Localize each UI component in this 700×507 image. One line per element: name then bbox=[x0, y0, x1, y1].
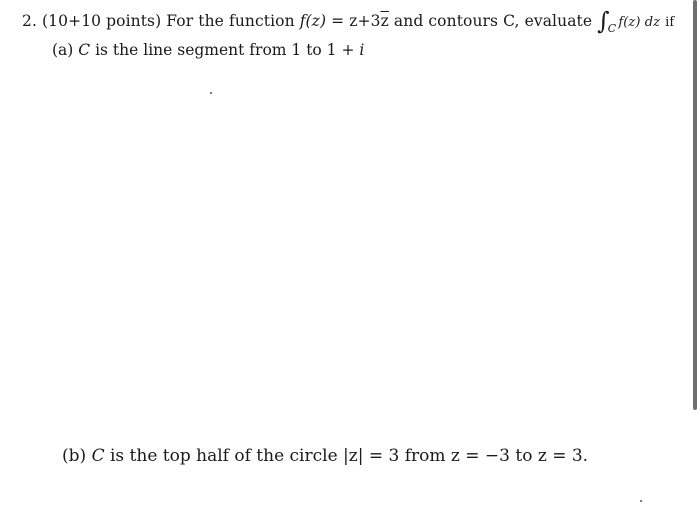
trailing-word: if bbox=[665, 15, 675, 30]
problem-statement bbox=[22, 8, 674, 33]
stray-mark bbox=[640, 500, 642, 502]
problem-intro: For the function bbox=[166, 12, 295, 30]
equals-sign: = bbox=[331, 12, 345, 30]
part-a-text: is the line segment from 1 to 1 + bbox=[95, 41, 355, 59]
part-a bbox=[52, 40, 364, 60]
problem-connector: and contours C, evaluate bbox=[393, 12, 593, 30]
part-a-contour: C bbox=[78, 41, 91, 59]
part-b-text: is the top half of the circle |z| = 3 from z = −3 to z = 3. bbox=[109, 446, 589, 466]
integral-subscript: C bbox=[607, 22, 617, 35]
part-b-label: (b) bbox=[62, 446, 87, 466]
plus-sign: + bbox=[357, 12, 371, 30]
integral-symbol: ∫ bbox=[597, 7, 610, 35]
part-b-contour: C bbox=[91, 446, 105, 466]
function-rhs-z: z bbox=[349, 12, 358, 30]
function-lhs: f(z) bbox=[299, 12, 327, 30]
function-rhs-coefficient: 3 bbox=[370, 12, 381, 30]
function-rhs-conjugate: $\overline{z}$ bbox=[380, 12, 389, 30]
problem-number: 2. bbox=[22, 12, 37, 30]
integrand: f(z) dz bbox=[618, 15, 661, 30]
part-b bbox=[62, 445, 588, 467]
problem-points: (10+10 points) bbox=[42, 12, 162, 30]
part-a-label: (a) bbox=[52, 41, 74, 59]
part-a-imaginary-unit: i bbox=[359, 41, 365, 59]
vertical-scrollbar[interactable] bbox=[693, 0, 697, 410]
stray-mark bbox=[210, 92, 212, 94]
